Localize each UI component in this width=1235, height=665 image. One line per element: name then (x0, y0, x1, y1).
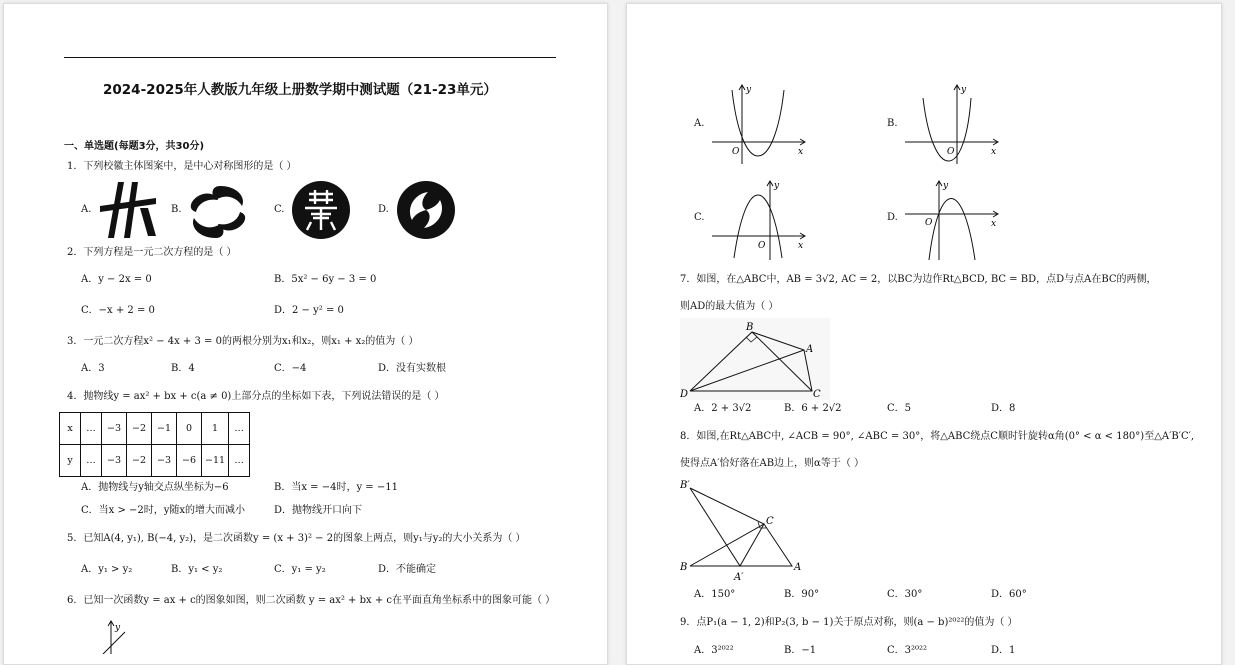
axis-label-y: y (943, 181, 949, 191)
q7-option-a: A．2 + 3√2 (694, 403, 752, 414)
left-document-page (3, 3, 608, 665)
question-8-stem-cont: 使得点A′恰好落在AB边上，则α等于（ ） (680, 458, 864, 469)
q4-option-a: A．抛物线与y轴交点纵坐标为−6 (81, 482, 229, 493)
q5-option-d: D．不能确定 (378, 564, 437, 575)
table-cell: −3 (102, 445, 127, 477)
graph-option-a (712, 82, 812, 164)
q4-value-table (59, 412, 250, 477)
q8-option-a: A．150° (694, 589, 736, 600)
q7-figure (680, 318, 830, 400)
origin-label: O (732, 147, 740, 157)
table-cell: 1 (202, 413, 229, 445)
table-row (60, 413, 250, 445)
q2-option-d: D．2 − y² = 0 (274, 305, 344, 316)
question-6-stem: 6．已知一次函数y = ax + c的图象如图，则二次函数 y = ax² + bx + c在平面直角坐标系中的图象可能（ ） (67, 595, 556, 606)
q8-figure (680, 478, 810, 584)
q9-option-d: D．1 (991, 645, 1016, 656)
origin-label: O (947, 147, 955, 157)
q6-option-a: A. (694, 118, 705, 129)
axis-label-y: y (961, 85, 967, 95)
graph-option-c (712, 178, 812, 260)
point-b-label: B (746, 322, 754, 333)
q8-option-d: D．60° (991, 589, 1027, 600)
q8-option-c: C．30° (887, 589, 923, 600)
axis-label-x: x (798, 147, 804, 157)
q5-option-b: B．y₁ < y₂ (171, 564, 223, 575)
question-7-stem: 7．如图，在△ABC中，AB = 3√2, AC = 2，以BC为边作Rt△BCD, BC = BD，点D与点A在BC的两侧， (680, 274, 1157, 285)
point-a-label: A (806, 344, 814, 355)
table-cell: −11 (202, 445, 229, 477)
question-2-stem: 2．下列方程是一元二次方程的是（ ） (67, 247, 237, 258)
q6-option-d: D. (887, 212, 898, 223)
q9-option-b: B．−1 (784, 645, 817, 656)
q1-option-a: A. (81, 204, 92, 215)
question-5-stem: 5．已知A(4, y₁), B(−4, y₂)，是二次函数y = (x + 3)² − 2的图象上两点，则y₁与y₂的大小关系为（ ） (67, 533, 526, 544)
q5-option-c: C．y₁ = y₂ (274, 564, 326, 575)
point-c-label: C (766, 516, 774, 527)
q2-option-c: C．−x + 2 = 0 (81, 305, 155, 316)
q3-option-d: D．没有实数根 (378, 363, 447, 374)
axis-label-x: x (991, 219, 997, 229)
question-4-stem: 4．抛物线y = ax² + bx + c(a ≠ 0)上部分点的坐标如下表，下列说法错误的是（ ） (67, 391, 445, 402)
q6-linear-graph (99, 618, 139, 654)
point-b-prime-label: B′ (680, 480, 690, 491)
q7-option-d: D．8 (991, 403, 1016, 414)
axis-label-x: x (991, 147, 997, 157)
graph-option-d (905, 178, 1005, 260)
table-cell: y (60, 445, 81, 477)
graph-option-b (905, 82, 1005, 164)
axis-label-x: x (798, 241, 804, 251)
point-c-label: C (813, 389, 821, 400)
q7-option-c: C．5 (887, 403, 912, 414)
seal-logo-icon (291, 180, 351, 240)
y-axis-label: y (115, 623, 121, 633)
point-b-label: B (680, 562, 688, 573)
swirl-logo-icon (186, 180, 250, 244)
q4-option-b: B．当x = −4时，y = −11 (274, 482, 398, 493)
table-cell: −3 (102, 413, 127, 445)
table-cell: −2 (127, 413, 152, 445)
q7-option-b: B．6 + 2√2 (784, 403, 842, 414)
right-document-page (626, 3, 1222, 665)
point-a-prime-label: A′ (734, 572, 744, 583)
table-cell: −6 (177, 445, 202, 477)
section-heading: 一、单选题(每题3分，共30分) (64, 141, 205, 152)
origin-label: O (758, 241, 766, 251)
table-cell: … (81, 413, 102, 445)
table-cell: … (81, 445, 102, 477)
q6-option-b: B. (887, 118, 898, 129)
q2-option-a: A．y − 2x = 0 (81, 274, 152, 285)
q3-option-c: C．−4 (274, 363, 307, 374)
question-9-stem: 9．点P₁(a − 1, 2)和P₂(3, b − 1)关于原点对称，则(a − b)²⁰²²的值为（ ） (680, 617, 1018, 628)
table-cell: … (229, 413, 250, 445)
table-cell: x (60, 413, 81, 445)
table-row (60, 445, 250, 477)
table-cell: −2 (127, 445, 152, 477)
question-7-stem-cont: 则AD的最大值为（ ） (680, 301, 779, 312)
axis-label-y: y (774, 181, 780, 191)
q3-option-a: A．3 (81, 363, 105, 374)
origin-label: O (925, 218, 933, 228)
table-cell: −3 (152, 445, 177, 477)
point-d-label: D (680, 389, 689, 400)
header-rule (64, 57, 556, 58)
axis-label-y: y (746, 85, 752, 95)
q9-option-c: C．3²⁰²² (887, 645, 928, 656)
q9-option-a: A．3²⁰²² (694, 645, 734, 656)
table-cell: … (229, 445, 250, 477)
q2-option-b: B．5x² − 6y − 3 = 0 (274, 274, 377, 285)
q4-option-d: D．抛物线开口向下 (274, 505, 363, 516)
q3-option-b: B．4 (171, 363, 195, 374)
q5-option-a: A．y₁ > y₂ (81, 564, 133, 575)
nankai-logo-icon (96, 178, 160, 242)
q8-option-b: B．90° (784, 589, 820, 600)
question-1-stem: 1．下列校徽主体图案中，是中心对称图形的是（ ） (67, 161, 297, 172)
q1-option-c: C. (274, 204, 285, 215)
table-cell: 0 (177, 413, 202, 445)
q6-option-c: C. (694, 212, 705, 223)
question-3-stem: 3．一元二次方程x² − 4x + 3 = 0的两根分别为x₁和x₂，则x₁ + x₂的值为（ ） (67, 336, 419, 347)
table-cell: −1 (152, 413, 177, 445)
round-logo-icon (396, 180, 456, 240)
exam-title: 2024-2025年人教版九年级上册数学期中测试题（21-23单元） (103, 82, 497, 98)
question-8-stem: 8．如图,在Rt△ABC中, ∠ACB = 90°, ∠ABC = 30°，将△ABC绕点C顺时针旋转α角(0° < α < 180°)至△A′B′C′, (680, 431, 1195, 442)
q1-option-d: D. (378, 204, 389, 215)
q4-option-c: C．当x > −2时，y随x的增大而减小 (81, 505, 246, 516)
point-a-label: A (794, 562, 802, 573)
q1-option-b: B. (171, 204, 182, 215)
